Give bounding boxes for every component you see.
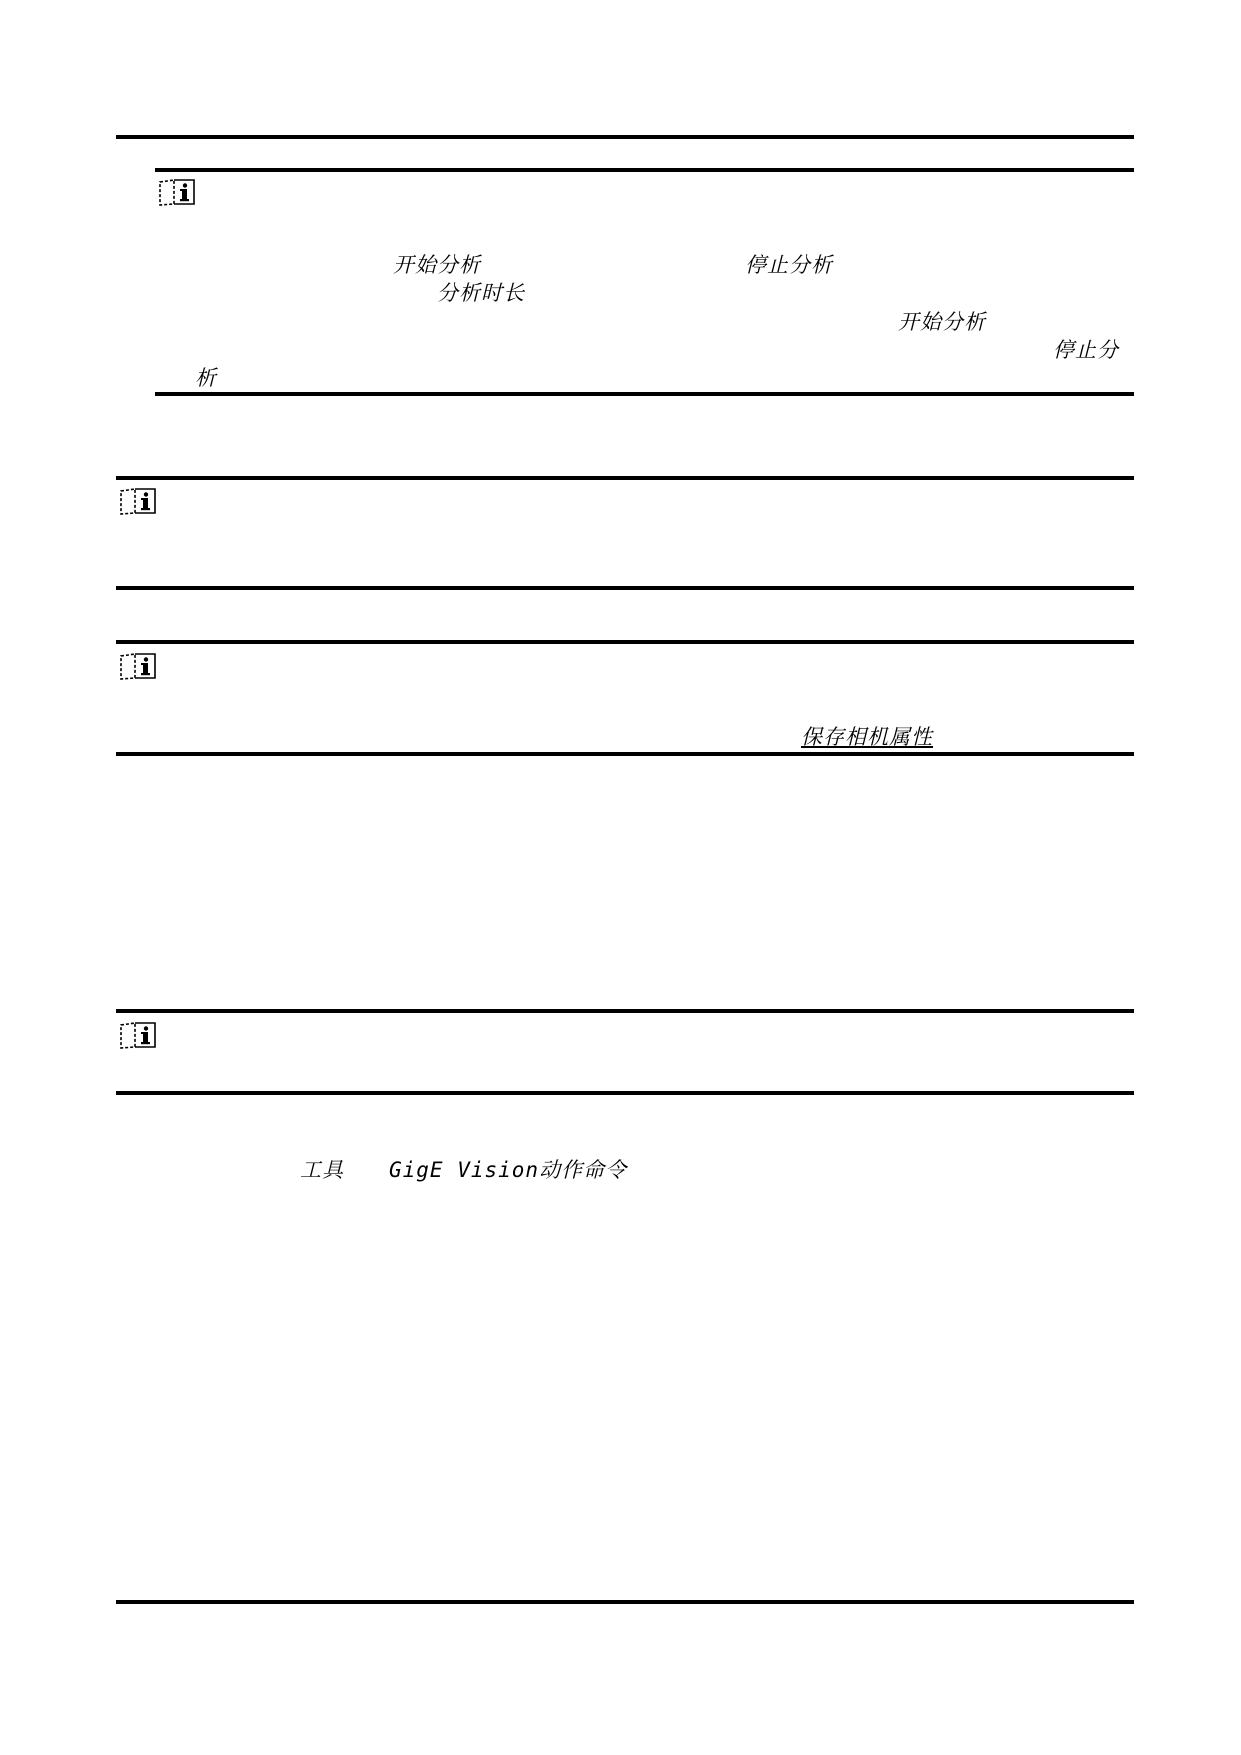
- note4-bottom-rule: [116, 1091, 1134, 1095]
- analysis-duration-term: 分析时长: [437, 281, 525, 305]
- note2-top-rule: [116, 476, 1134, 480]
- stop-analysis-term: 停止分析: [745, 253, 833, 277]
- note3-bottom-rule: [116, 752, 1134, 756]
- bottom-rule: [116, 1600, 1134, 1604]
- note3-top-rule: [116, 640, 1134, 644]
- note1-top-rule: [155, 168, 1134, 172]
- start-analysis-term-2: 开始分析: [898, 310, 986, 334]
- note-icon: [117, 651, 159, 681]
- start-analysis-term: 开始分析: [393, 253, 481, 277]
- note1-bottom-rule: [155, 392, 1134, 396]
- note4-top-rule: [116, 1009, 1134, 1013]
- save-camera-properties-link[interactable]: 保存相机属性: [801, 725, 933, 749]
- stop-analysis-term-2a: 停止分: [1053, 338, 1119, 362]
- gige-action-command-term: GigE Vision动作命令: [389, 1158, 628, 1182]
- note-icon: [156, 177, 198, 207]
- stop-analysis-term-2b: 析: [195, 366, 217, 390]
- note-icon: [117, 486, 159, 516]
- note-icon: [117, 1020, 159, 1050]
- top-rule: [116, 135, 1134, 139]
- tools-menu-term: 工具: [300, 1158, 344, 1182]
- note2-bottom-rule: [116, 586, 1134, 590]
